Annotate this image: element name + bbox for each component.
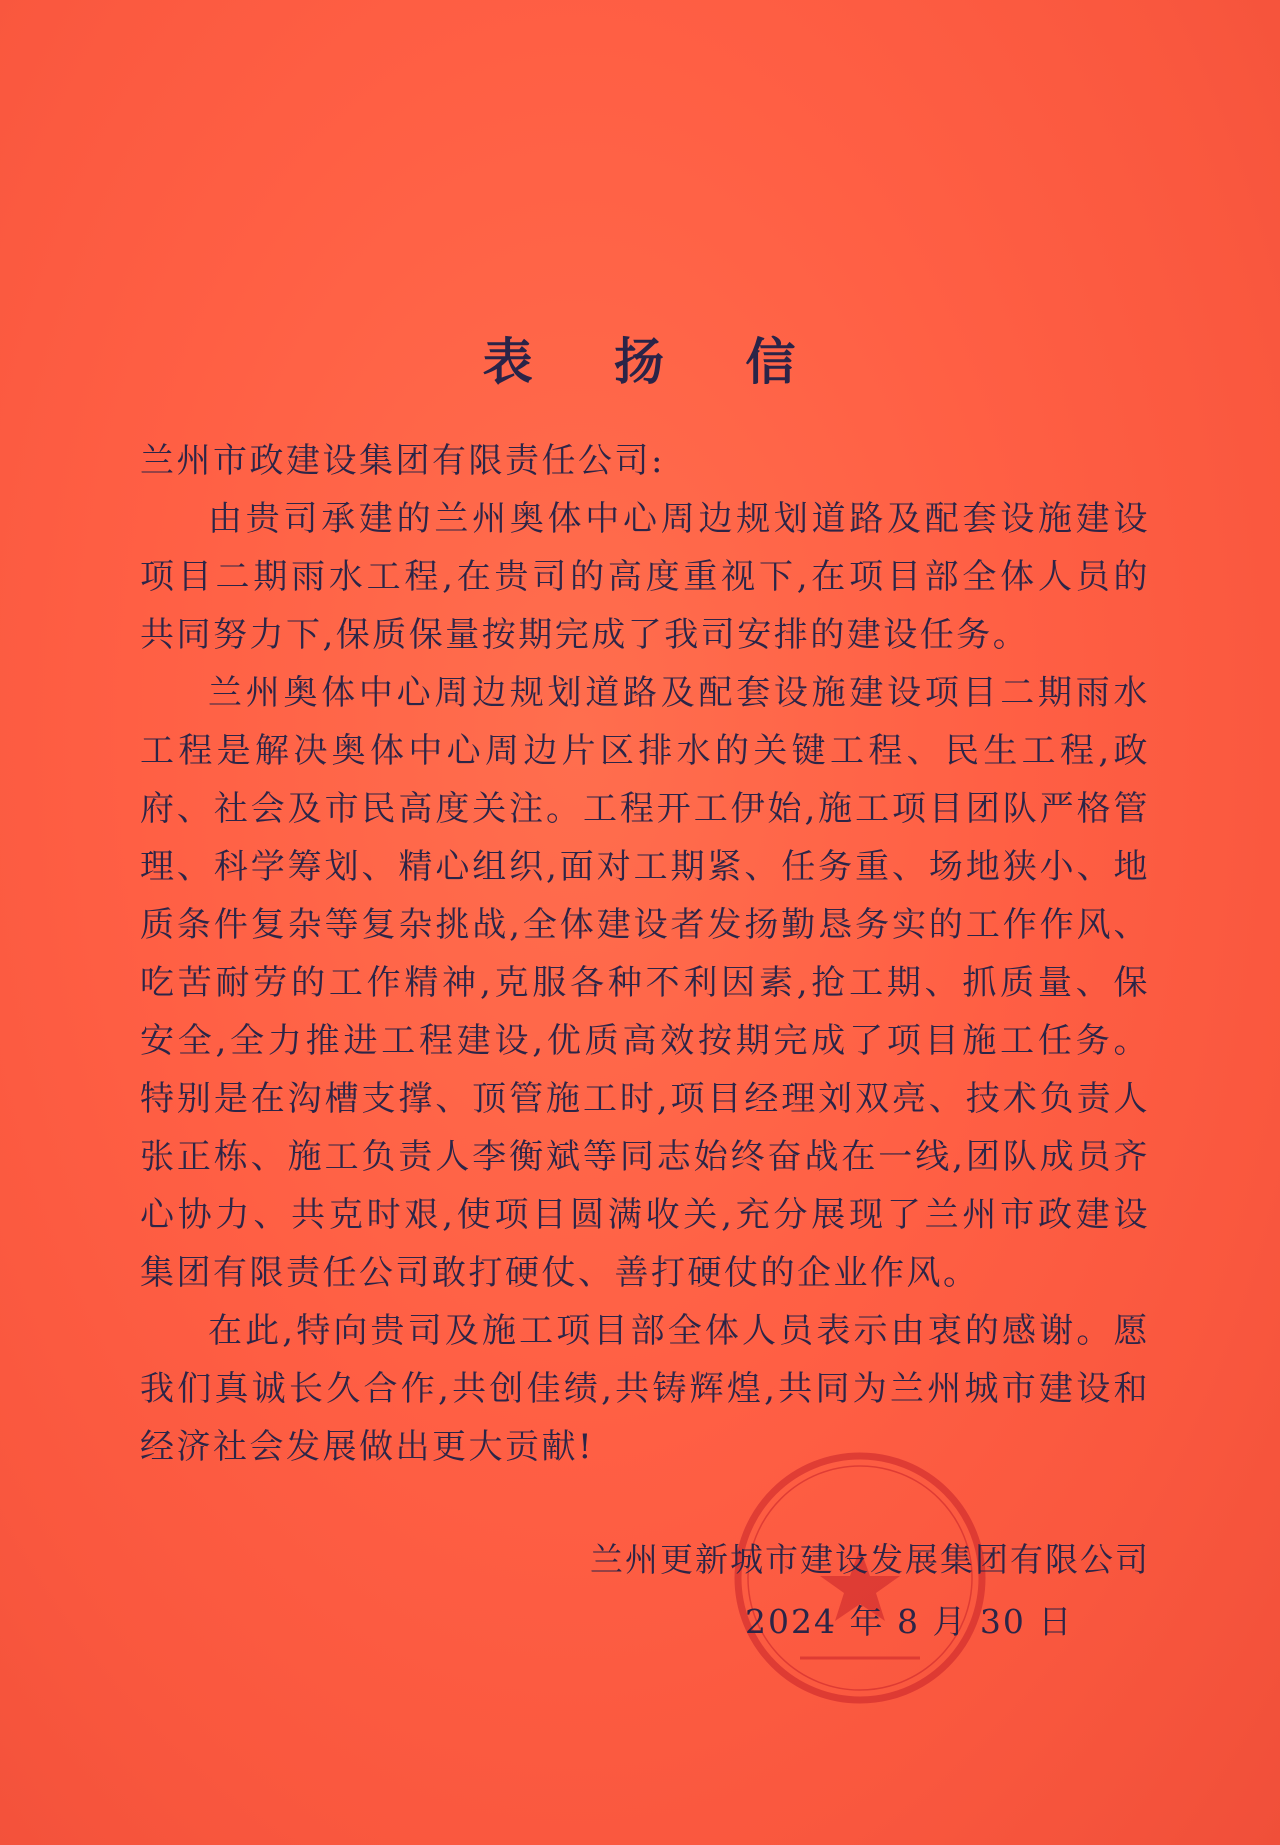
letter-body [140,432,1150,1476]
letter-title: 表 扬 信 [482,332,828,391]
signature-company: 兰州更新城市建设发展集团有限公司 [590,1540,1150,1579]
salutation: 兰州市政建设集团有限责任公司: [140,441,665,481]
paragraph-3: 在此,特向贵司及施工项目部全体人员表示由衷的感谢。愿我们真诚长久合作,共创佳绩,共铸辉煌,共同为兰州城市建设和经济社会发展做出更大贡献! [140,1311,1150,1467]
signature-date: 2024 年 8 月 30 日 [745,1602,1074,1641]
paragraph-2: 兰州奥体中心周边规划道路及配套设施建设项目二期雨水工程是解决奥体中心周边片区排水的关键工程、民生工程,政府、社会及市民高度关注。工程开工伊始,施工项目团队严格管理、科学筹划、精心组织,面对工期紧、任务重、场地狭小、地质条件复杂等复杂挑战,全体建设者发扬勤恳务实的工作作风、吃苦耐劳的工作精神,克服各种不利因素,抢工期、抓质量、保安全,全力推进工程建设,优质高效按期完成了项目施工任务。特别是在沟槽支撑、顶管施工时,项目经理刘双亮、技术负责人张正栋、施工负责人李衡斌等同志始终奋战在一线,团队成员齐心协力、共克时艰,使项目圆满收关,充分展现了兰州市政建设集团有限责任公司敢打硬仗、善打硬仗的企业作风。 [140,673,1150,1293]
paragraph-1: 由贵司承建的兰州奥体中心周边规划道路及配套设施建设项目二期雨水工程,在贵司的高度重视下,在项目部全体人员的共同努力下,保质保量按期完成了我司安排的建设任务。 [140,499,1150,655]
